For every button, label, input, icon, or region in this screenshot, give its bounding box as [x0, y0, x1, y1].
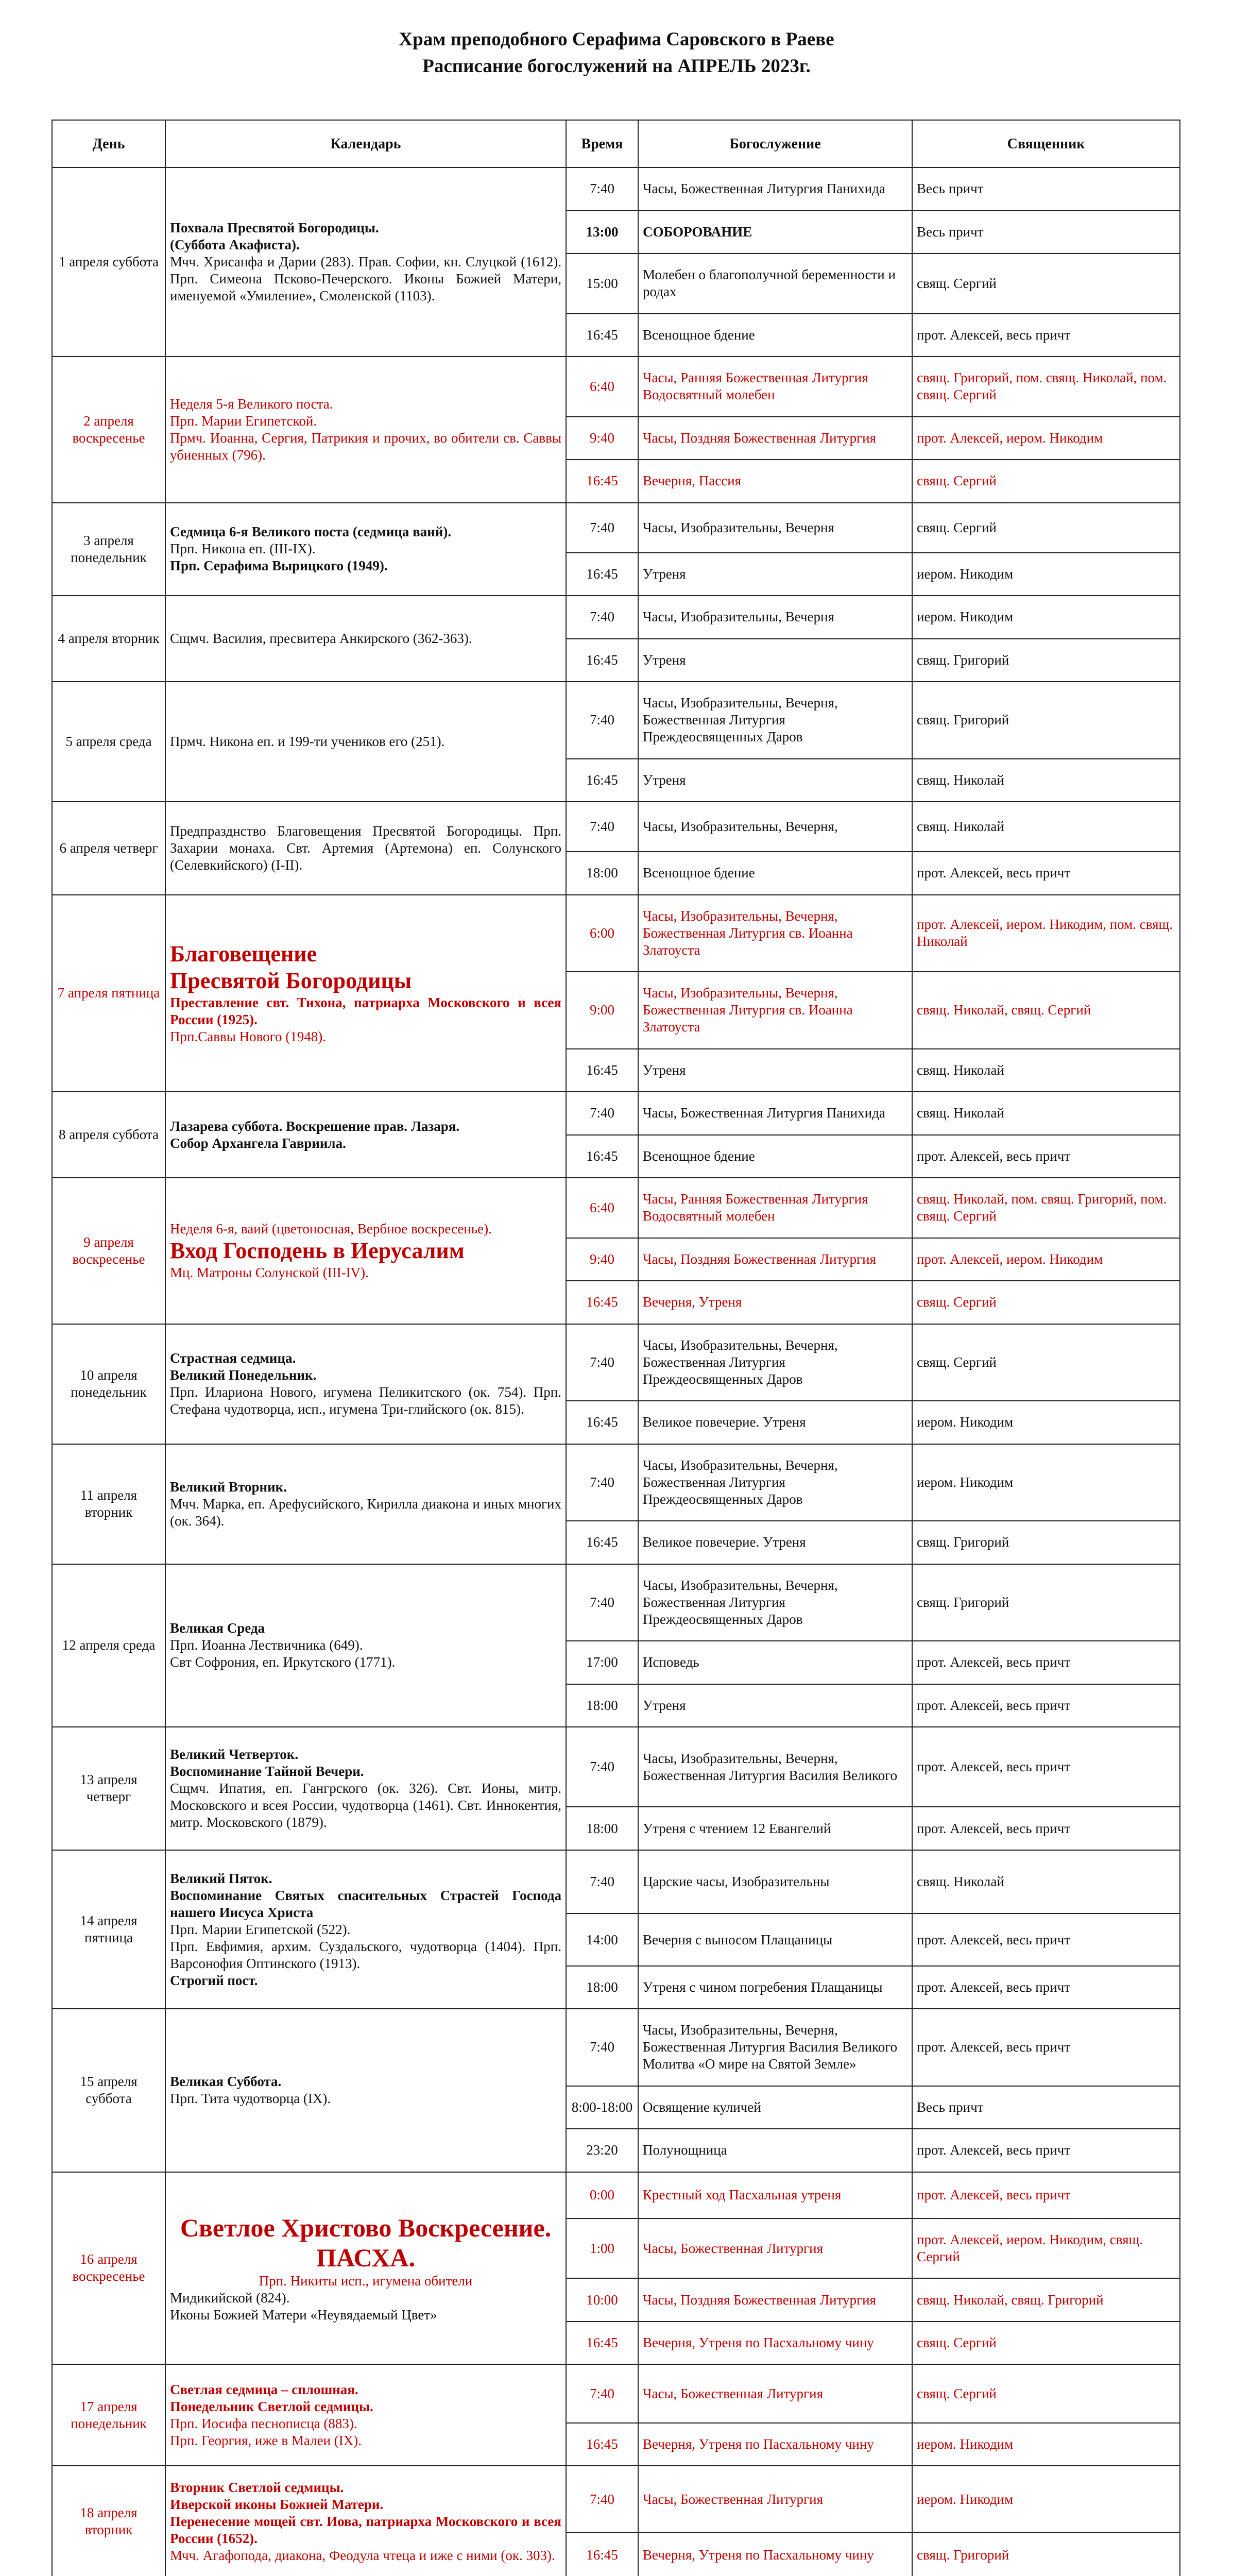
time-cell: 7:40 — [566, 596, 638, 639]
schedule-row — [52, 2009, 1180, 2086]
calendar-line: Иконы Божией Матери «Неувядаемый Цвет» — [170, 2307, 437, 2323]
priest-cell: Весь причт — [912, 211, 1180, 254]
priest-cell: прот. Алексей, весь причт — [912, 314, 1180, 357]
priest-cell: прот. Алексей, иером. Никодим, пом. свящ. Николай — [912, 895, 1180, 972]
calendar-line: Вход Господень в Иерусалим — [170, 1238, 465, 1263]
priest-cell: свящ. Григорий — [912, 682, 1180, 759]
day-cell: 3 апреля понедельник — [52, 503, 165, 596]
priest-cell: свящ. Сергий — [912, 1281, 1180, 1324]
service-cell: Утреня — [638, 1049, 912, 1092]
calendar-line: Прп. Иоанна Лествичника (649). — [170, 1637, 363, 1653]
schedule-row — [52, 682, 1180, 759]
calendar-line: ПАСХА. — [316, 2243, 416, 2272]
service-cell: Исповедь — [638, 1641, 912, 1684]
service-cell: Утреня — [638, 553, 912, 596]
calendar-line: Пресвятой Богородицы — [170, 968, 412, 994]
calendar-line: Прмч. Никона еп. и 199-ти учеников его (251). — [170, 734, 445, 749]
priest-cell: прот. Алексей, весь причт — [912, 1641, 1180, 1684]
service-cell: Молебен о благополучной беременности и родах — [638, 253, 912, 314]
calendar-line: Воспоминание Святых спасительных Страстей Господа нашего Иисуса Христа — [170, 1887, 561, 1920]
service-cell: СОБОРОВАНИЕ — [638, 211, 912, 254]
time-cell: 16:45 — [566, 759, 638, 802]
day-cell: 13 апреля четверг — [52, 1727, 165, 1850]
schedule-row — [52, 1324, 1180, 1401]
schedule-row — [52, 596, 1180, 639]
priest-cell: прот. Алексей, весь причт — [912, 1135, 1180, 1178]
service-cell: Часы, Изобразительны, Вечерня, Божественная Литургия Преждеосвященных Даров — [638, 1324, 912, 1401]
service-cell: Утреня с чтением 12 Евангелий — [638, 1807, 912, 1850]
time-cell: 16:45 — [566, 460, 638, 503]
service-cell: Часы, Изобразительны, Вечерня, Божественная Литургия Василия Великого Молитва «О мире на Святой Земле» — [638, 2009, 912, 2086]
service-cell: Крестный ход Пасхальная утреня — [638, 2172, 912, 2218]
priest-cell: прот. Алексей, весь причт — [912, 1913, 1180, 1965]
priest-cell: прот. Алексей, весь причт — [912, 2172, 1180, 2218]
calendar-cell — [165, 895, 566, 1092]
service-cell: Всенощное бдение — [638, 314, 912, 357]
time-cell: 16:45 — [566, 314, 638, 357]
calendar-line: Прп. Марии Египетской (522). — [170, 1921, 351, 1937]
calendar-line: Воспоминание Тайной Вечери. — [170, 1763, 364, 1779]
calendar-line: Прп. Серафима Вырицкого (1949). — [170, 558, 388, 574]
col-header-time: Время — [566, 120, 638, 167]
day-cell: 2 апреля воскресенье — [52, 357, 165, 503]
time-cell: 7:40 — [566, 1850, 638, 1914]
service-cell: Утреня — [638, 1684, 912, 1727]
schedule-row — [52, 1564, 1180, 1641]
priest-cell: свящ. Николай, свящ. Сергий — [912, 972, 1180, 1049]
service-cell: Часы, Ранняя Божественная Литургия Водосвятный молебен — [638, 357, 912, 417]
day-cell: 1 апреля суббота — [52, 167, 165, 357]
time-cell: 18:00 — [566, 1807, 638, 1850]
service-cell: Полунощница — [638, 2129, 912, 2172]
service-cell: Вечерня, Утреня по Пасхальному чину — [638, 2423, 912, 2466]
priest-cell: свящ. Николай — [912, 1850, 1180, 1914]
day-cell: 12 апреля среда — [52, 1564, 165, 1727]
time-cell: 9:00 — [566, 972, 638, 1049]
schedule-row — [52, 2172, 1180, 2218]
page-subtitle: Расписание богослужений на АПРЕЛЬ 2023г. — [422, 56, 811, 77]
service-cell: Всенощное бдение — [638, 852, 912, 895]
time-cell: 16:45 — [566, 639, 638, 682]
service-cell: Часы, Изобразительны, Вечерня, Божественная Литургия св. Иоанна Златоуста — [638, 895, 912, 972]
time-cell: 16:45 — [566, 1281, 638, 1324]
calendar-line: Лазарева суббота. Воскрешение прав. Лазаря. — [170, 1118, 460, 1134]
time-cell: 9:40 — [566, 417, 638, 460]
table-header-row — [52, 120, 1180, 167]
schedule-row — [52, 1092, 1180, 1135]
day-cell: 8 апреля суббота — [52, 1092, 165, 1178]
time-cell: 7:40 — [566, 1564, 638, 1641]
col-header-day: День — [52, 120, 165, 167]
priest-cell: свящ. Николай, свящ. Григорий — [912, 2278, 1180, 2321]
priest-cell: свящ. Григорий — [912, 2533, 1180, 2576]
service-cell: Часы, Поздняя Божественная Литургия — [638, 417, 912, 460]
service-cell: Вечерня, Утреня — [638, 1281, 912, 1324]
time-cell: 9:40 — [566, 1238, 638, 1281]
priest-cell: иером. Никодим — [912, 1444, 1180, 1521]
calendar-line: Прп.Саввы Нового (1948). — [170, 1029, 327, 1045]
service-cell: Великое повечерие. Утреня — [638, 1521, 912, 1564]
calendar-line: Сщмч. Василия, пресвитера Анкирского (362-363). — [170, 631, 472, 646]
priest-cell: свящ. Сергий — [912, 253, 1180, 314]
priest-cell: свящ. Григорий — [912, 1564, 1180, 1641]
service-cell: Утреня — [638, 639, 912, 682]
priest-cell: свящ. Николай — [912, 802, 1180, 852]
calendar-line: Светлая седмица – сплошная. — [170, 2381, 358, 2397]
time-cell: 16:45 — [566, 1401, 638, 1444]
time-cell: 7:40 — [566, 682, 638, 759]
service-cell: Вечерня, Пассия — [638, 460, 912, 503]
day-cell: 14 апреля пятница — [52, 1850, 165, 2009]
time-cell: 10:00 — [566, 2278, 638, 2321]
calendar-line: Мчч. Агафопода, диакона, Феодула чтеца и иже с ними (ок. 303). — [170, 2547, 555, 2563]
priest-cell: свящ. Сергий — [912, 1324, 1180, 1401]
time-cell: 6:00 — [566, 895, 638, 972]
day-cell: 17 апреля понедельник — [52, 2364, 165, 2466]
calendar-cell — [165, 1444, 566, 1564]
time-cell: 7:40 — [566, 503, 638, 553]
schedule-table — [52, 120, 1180, 2576]
service-cell: Освящение куличей — [638, 2086, 912, 2129]
service-cell: Часы, Божественная Литургия Панихида — [638, 1092, 912, 1135]
calendar-line: Великая Суббота. — [170, 2074, 282, 2090]
calendar-line: Прп. Никона еп. (III-IX). — [170, 541, 316, 557]
priest-cell: иером. Никодим — [912, 553, 1180, 596]
time-cell: 7:40 — [566, 1727, 638, 1807]
priest-cell: свящ. Николай — [912, 1092, 1180, 1135]
time-cell: 16:45 — [566, 1135, 638, 1178]
time-cell: 13:00 — [566, 211, 638, 254]
calendar-line: Мчч. Марка, еп. Арефусийского, Кирилла диакона и иных многих (ок. 364). — [170, 1496, 561, 1529]
service-cell: Часы, Изобразительны, Вечерня, Божественная Литургия Василия Великого — [638, 1727, 912, 1807]
time-cell: 7:40 — [566, 2466, 638, 2533]
calendar-line: Страстная седмица. — [170, 1350, 296, 1366]
calendar-cell — [165, 1092, 566, 1178]
calendar-line: Прп. Евфимия, архим. Суздальского, чудотворца (1404). Прп. Варсонофия Оптинского (1913). — [170, 1938, 561, 1971]
time-cell: 18:00 — [566, 1966, 638, 2009]
calendar-cell — [165, 2466, 566, 2576]
calendar-line: Великий Вторник. — [170, 1479, 287, 1495]
calendar-line: Свт Софрония, еп. Иркутского (1771). — [170, 1654, 396, 1670]
calendar-line: Похвала Пресвятой Богородицы. — [170, 220, 379, 235]
time-cell: 7:40 — [566, 1324, 638, 1401]
schedule-row — [52, 1178, 1180, 1238]
time-cell: 7:40 — [566, 2364, 638, 2423]
calendar-line: Благовещение — [170, 941, 317, 967]
calendar-cell — [165, 2172, 566, 2365]
day-cell: 9 апреля воскресенье — [52, 1178, 165, 1324]
time-cell: 7:40 — [566, 167, 638, 211]
priest-cell: прот. Алексей, иером. Никодим — [912, 1238, 1180, 1281]
time-cell: 7:40 — [566, 1092, 638, 1135]
schedule-row — [52, 2466, 1180, 2533]
priest-cell: свящ. Николай — [912, 759, 1180, 802]
col-header-service: Богослужение — [638, 120, 912, 167]
calendar-line: Мц. Матроны Солунской (III-IV). — [170, 1264, 369, 1280]
calendar-line: Прмч. Иоанна, Сергия, Патрикия и прочих, во обители св. Саввы убиенных (796). — [170, 430, 561, 463]
priest-cell: свящ. Николай — [912, 1049, 1180, 1092]
calendar-line: Неделя 6-я, ваий (цветоносная, Вербное воскресенье). — [170, 1221, 492, 1236]
time-cell: 7:40 — [566, 802, 638, 852]
calendar-line: Неделя 5-я Великого поста. — [170, 396, 333, 412]
calendar-cell — [165, 1727, 566, 1850]
priest-cell: Весь причт — [912, 2086, 1180, 2129]
calendar-line: Великая Среда — [170, 1620, 265, 1636]
priest-cell: Весь причт — [912, 167, 1180, 211]
time-cell: 18:00 — [566, 852, 638, 895]
priest-cell: свящ. Сергий — [912, 503, 1180, 553]
time-cell: 16:45 — [566, 553, 638, 596]
priest-cell: свящ. Григорий, пом. свящ. Николай, пом. свящ. Сергий — [912, 357, 1180, 417]
service-cell: Всенощное бдение — [638, 1135, 912, 1178]
service-cell: Часы, Ранняя Божественная Литургия Водосвятный молебен — [638, 1178, 912, 1238]
service-cell: Часы, Божественная Литургия — [638, 2364, 912, 2423]
calendar-line: Сщмч. Ипатия, еп. Гангрского (ок. 326). Свт. Ионы, митр. Московского и всея России, чудотворца (1461). Свт. Иннокентия, митр. Московского (1879). — [170, 1780, 561, 1830]
time-cell: 8:00-18:00 — [566, 2086, 638, 2129]
calendar-cell — [165, 802, 566, 895]
calendar-cell — [165, 2009, 566, 2172]
time-cell: 7:40 — [566, 2009, 638, 2086]
time-cell: 23:20 — [566, 2129, 638, 2172]
priest-cell: прот. Алексей, весь причт — [912, 1966, 1180, 2009]
priest-cell: свящ. Сергий — [912, 460, 1180, 503]
priest-cell: иером. Никодим — [912, 2423, 1180, 2466]
service-cell: Часы, Изобразительны, Вечерня, Божественная Литургия Преждеосвященных Даров — [638, 1564, 912, 1641]
calendar-cell — [165, 1178, 566, 1324]
priest-cell: прот. Алексей, весь причт — [912, 852, 1180, 895]
service-cell: Вечерня, Утреня по Пасхальному чину — [638, 2533, 912, 2576]
calendar-line: Великий Понедельник. — [170, 1367, 317, 1383]
priest-cell: свящ. Сергий — [912, 2364, 1180, 2423]
page-title: Храм преподобного Серафима Саровского в Раеве — [399, 29, 834, 50]
day-cell: 10 апреля понедельник — [52, 1324, 165, 1444]
schedule-row — [52, 895, 1180, 972]
time-cell: 17:00 — [566, 1641, 638, 1684]
service-cell: Часы, Изобразительны, Вечерня, Божественная Литургия Преждеосвященных Даров — [638, 1444, 912, 1521]
service-cell: Часы, Божественная Литургия — [638, 2218, 912, 2279]
calendar-line: (Суббота Акафиста). — [170, 237, 300, 252]
service-cell: Утреня с чином погребения Плащаницы — [638, 1966, 912, 2009]
priest-cell: прот. Алексей, иером. Никодим, свящ. Сергий — [912, 2218, 1180, 2279]
time-cell: 6:40 — [566, 357, 638, 417]
service-cell: Часы, Божественная Литургия Панихида — [638, 167, 912, 211]
priest-cell: прот. Алексей, весь причт — [912, 2129, 1180, 2172]
calendar-line: Великий Пяток. — [170, 1870, 272, 1886]
time-cell: 1:00 — [566, 2218, 638, 2279]
time-cell: 15:00 — [566, 253, 638, 314]
schedule-row — [52, 1850, 1180, 1914]
col-header-priest: Священник — [912, 120, 1180, 167]
time-cell: 6:40 — [566, 1178, 638, 1238]
day-cell: 18 апреля вторник — [52, 2466, 165, 2576]
calendar-line: Собор Архангела Гавриила. — [170, 1135, 346, 1151]
schedule-row — [52, 357, 1180, 417]
calendar-line: Прп. Тита чудотворца (IX). — [170, 2091, 331, 2107]
schedule-row — [52, 2364, 1180, 2423]
calendar-line: Мидикийской (824). — [170, 2290, 290, 2306]
time-cell: 16:45 — [566, 2423, 638, 2466]
calendar-line: Прп. Никиты исп., игумена обители — [259, 2273, 473, 2289]
col-header-calendar: Календарь — [165, 120, 566, 167]
priest-cell: свящ. Григорий — [912, 1521, 1180, 1564]
service-cell: Утреня — [638, 759, 912, 802]
calendar-cell — [165, 1564, 566, 1727]
service-cell: Царские часы, Изобразительны — [638, 1850, 912, 1914]
service-cell: Часы, Изобразительны, Вечерня — [638, 503, 912, 553]
time-cell: 16:45 — [566, 2321, 638, 2365]
priest-cell: прот. Алексей, иером. Никодим — [912, 417, 1180, 460]
calendar-line: Строгий пост. — [170, 1972, 258, 1988]
time-cell: 16:45 — [566, 2533, 638, 2576]
calendar-line: Перенесение мощей свт. Иова, патриарха Московского и всея России (1652). — [170, 2513, 561, 2546]
service-cell: Вечерня с выносом Плащаницы — [638, 1913, 912, 1965]
day-cell: 7 апреля пятница — [52, 895, 165, 1092]
time-cell: 18:00 — [566, 1684, 638, 1727]
calendar-line: Светлое Христово Воскресение. — [180, 2213, 552, 2242]
priest-cell: иером. Никодим — [912, 596, 1180, 639]
day-cell: 15 апреля суббота — [52, 2009, 165, 2172]
priest-cell: свящ. Григорий — [912, 639, 1180, 682]
service-cell: Часы, Поздняя Божественная Литургия — [638, 1238, 912, 1281]
calendar-line: Седмица 6-я Великого поста (седмица ваий). — [170, 524, 452, 540]
schedule-body — [52, 167, 1180, 2576]
service-cell: Вечерня, Утреня по Пасхальному чину — [638, 2321, 912, 2365]
calendar-line: Предпразднство Благовещения Пресвятой Богородицы. Прп. Захарии монаха. Свт. Артемия (Артемона) еп. Солунского (Селевкийского) (I-II). — [170, 823, 561, 873]
calendar-line: Прп. Иосифа песнописца (883). — [170, 2415, 357, 2431]
priest-cell: прот. Алексей, весь причт — [912, 1684, 1180, 1727]
day-cell: 5 апреля среда — [52, 682, 165, 802]
priest-cell: свящ. Сергий — [912, 2321, 1180, 2365]
schedule-row — [52, 802, 1180, 852]
time-cell: 14:00 — [566, 1913, 638, 1965]
priest-cell: прот. Алексей, весь причт — [912, 2009, 1180, 2086]
calendar-line: Прп. Марии Египетской. — [170, 413, 317, 429]
calendar-line: Мчч. Хрисанфа и Дарии (283). Прав. Софии, кн. Слуцкой (1612). Прп. Симеона Псково-Печерского. Иконы Божией Матери, именуемой «Умиление», Смоленской (1103). — [170, 254, 561, 303]
schedule-row — [52, 503, 1180, 553]
calendar-line: Иверской иконы Божией Матери. — [170, 2496, 384, 2512]
service-cell: Часы, Поздняя Божественная Литургия — [638, 2278, 912, 2321]
priest-cell: иером. Никодим — [912, 2466, 1180, 2533]
calendar-line: Прп. Илариона Нового, игумена Пеликитского (ок. 754). Прп. Стефана чудотворца, исп., игумена Три-глийского (ок. 815). — [170, 1384, 561, 1417]
service-cell: Часы, Божественная Литургия — [638, 2466, 912, 2533]
priest-cell: свящ. Николай, пом. свящ. Григорий, пом. свящ. Сергий — [912, 1178, 1180, 1238]
calendar-line: Прп. Георгия, иже в Малеи (IX). — [170, 2432, 362, 2448]
schedule-row — [52, 167, 1180, 211]
calendar-cell — [165, 682, 566, 802]
calendar-cell — [165, 2364, 566, 2466]
schedule-row — [52, 1444, 1180, 1521]
schedule-row — [52, 1727, 1180, 1807]
priest-cell: иером. Никодим — [912, 1401, 1180, 1444]
service-cell: Часы, Изобразительны, Вечерня, Божественная Литургия Преждеосвященных Даров — [638, 682, 912, 759]
service-cell: Часы, Изобразительны, Вечерня — [638, 596, 912, 639]
calendar-cell — [165, 596, 566, 682]
priest-cell: прот. Алексей, весь причт — [912, 1727, 1180, 1807]
calendar-cell — [165, 1850, 566, 2009]
service-cell: Часы, Изобразительны, Вечерня, — [638, 802, 912, 852]
service-cell: Часы, Изобразительны, Вечерня, Божественная Литургия св. Иоанна Златоуста — [638, 972, 912, 1049]
calendar-line: Понедельник Светлой седмицы. — [170, 2398, 373, 2414]
calendar-line: Преставление свт. Тихона, патриарха Московского и всея России (1925). — [170, 995, 561, 1028]
calendar-cell — [165, 357, 566, 503]
calendar-cell — [165, 503, 566, 596]
calendar-cell — [165, 167, 566, 357]
priest-cell: прот. Алексей, весь причт — [912, 1807, 1180, 1850]
day-cell: 11 апреля вторник — [52, 1444, 165, 1564]
time-cell: 7:40 — [566, 1444, 638, 1521]
time-cell: 16:45 — [566, 1521, 638, 1564]
calendar-cell — [165, 1324, 566, 1444]
service-cell: Великое повечерие. Утреня — [638, 1401, 912, 1444]
time-cell: 0:00 — [566, 2172, 638, 2218]
calendar-line: Вторник Светлой седмицы. — [170, 2479, 344, 2495]
time-cell: 16:45 — [566, 1049, 638, 1092]
day-cell: 6 апреля четверг — [52, 802, 165, 895]
day-cell: 4 апреля вторник — [52, 596, 165, 682]
day-cell: 16 апреля воскресенье — [52, 2172, 165, 2365]
calendar-line: Великий Четверток. — [170, 1746, 299, 1762]
